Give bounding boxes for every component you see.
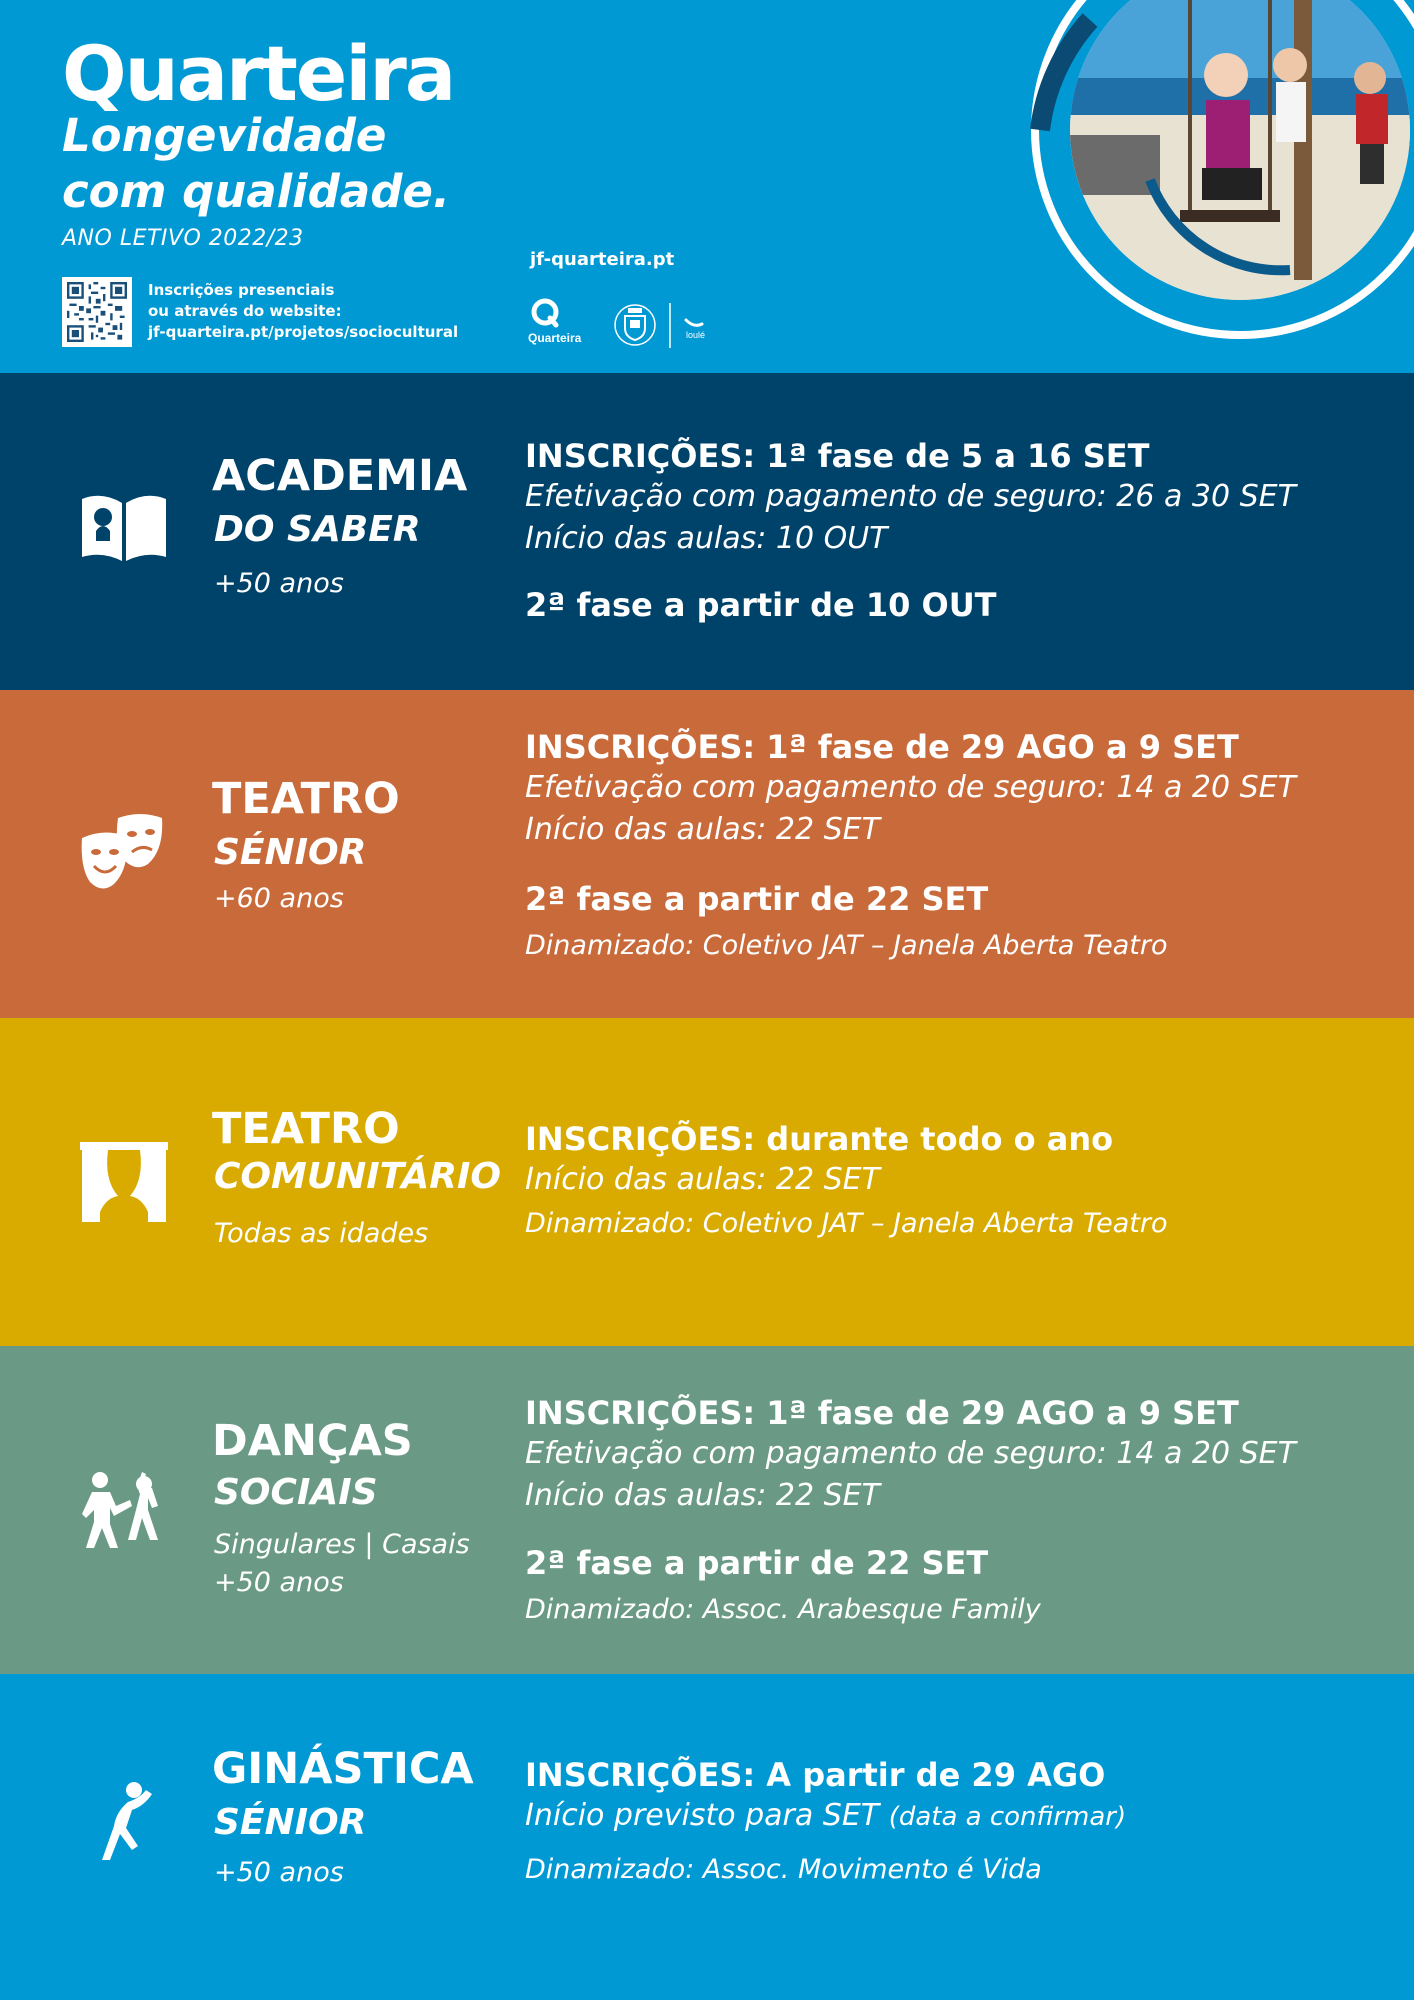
program-ginastica-senior [0,1674,1414,2000]
date-pending-note: (data a confirmar) [888,1802,1127,1832]
registration-dates: INSCRIÇÕES: durante todo o ano [525,1120,1114,1158]
class-start: Início das aulas: 22 SET [525,1478,880,1513]
program-dancas-sociais [0,1346,1414,1674]
quarteira-logo-text: Quarteira [528,331,582,345]
loule-logo-icon [686,320,705,340]
class-start-text: Início previsto para SET [525,1798,880,1833]
program-teatro-senior [0,690,1414,1018]
registration-dates: INSCRIÇÕES: 1ª fase de 29 AGO a 9 SET [525,728,1239,766]
organizer: Dinamizado: Coletivo JAT – Janela Aberta Teatro [525,1208,1168,1239]
school-year: ANO LETIVO 2022/23 [62,226,304,251]
registration-dates: INSCRIÇÕES: A partir de 29 AGO [525,1756,1106,1794]
program-teatro-comunitario [0,1018,1414,1346]
program-audience: Singulares | Casais [214,1529,470,1560]
seniors-photo [1030,0,1414,373]
class-start: Início das aulas: 22 SET [525,812,880,847]
coat-of-arms-icon [615,305,655,345]
program-subtitle: SÉNIOR [214,832,367,873]
program-audience: +50 anos [214,568,344,599]
partner-logos [528,298,748,350]
program-subtitle: DO SABER [214,509,421,550]
organizer: Dinamizado: Assoc. Movimento é Vida [525,1854,1042,1885]
program-title: TEATRO [212,774,400,824]
registration-dates: INSCRIÇÕES: 1ª fase de 5 a 16 SET [525,437,1150,475]
registration-info [148,280,458,343]
program-subtitle: COMUNITÁRIO [214,1156,501,1197]
stretching-person-icon [78,1778,170,1870]
registration-line-2: ou através do website: [148,302,342,320]
qr-code-icon [67,282,127,342]
qr-code[interactable] [62,277,132,347]
open-book-icon [78,481,170,573]
organizer: Dinamizado: Assoc. Arabesque Family [525,1594,1041,1625]
website-link[interactable]: jf-quarteira.pt [530,249,675,270]
class-start [525,1798,1126,1833]
program-audience: +60 anos [214,883,344,914]
header-banner [0,0,1414,373]
program-audience-age: +50 anos [214,1567,344,1598]
program-academia-do-saber [0,373,1414,690]
program-title: TEATRO [212,1104,400,1154]
program-subtitle: SOCIAIS [214,1472,378,1513]
tagline [62,108,450,220]
second-phase: 2ª fase a partir de 10 OUT [525,586,997,624]
tagline-line-1: Longevidade [62,109,387,162]
stage-curtain-icon [78,1136,170,1228]
theater-masks-icon [78,808,170,900]
insurance-payment: Efetivação com pagamento de seguro: 14 a 20 SET [525,770,1296,805]
brand-title: Quarteira [62,29,455,118]
program-subtitle: SÉNIOR [214,1802,367,1843]
second-phase: 2ª fase a partir de 22 SET [525,880,989,918]
program-audience: +50 anos [214,1857,344,1888]
dancing-couple-icon [78,1464,170,1556]
class-start: Início das aulas: 22 SET [525,1162,880,1197]
registration-line-1: Inscrições presenciais [148,281,335,299]
program-audience: Todas as idades [214,1218,429,1249]
registration-link[interactable]: jf-quarteira.pt/projetos/sociocultural [148,323,459,341]
tagline-line-2: com qualidade. [62,165,451,218]
quarteira-logo-icon [528,301,582,345]
class-start: Início das aulas: 10 OUT [525,521,888,556]
insurance-payment: Efetivação com pagamento de seguro: 14 a 20 SET [525,1436,1296,1471]
insurance-payment: Efetivação com pagamento de seguro: 26 a 30 SET [525,479,1296,514]
program-title: DANÇAS [212,1416,413,1466]
organizer: Dinamizado: Coletivo JAT – Janela Aberta Teatro [525,930,1168,961]
loule-logo-text: loulé [686,330,706,340]
second-phase: 2ª fase a partir de 22 SET [525,1544,989,1582]
registration-dates: INSCRIÇÕES: 1ª fase de 29 AGO a 9 SET [525,1394,1239,1432]
program-title: GINÁSTICA [212,1744,474,1794]
program-title: ACADEMIA [212,451,468,501]
